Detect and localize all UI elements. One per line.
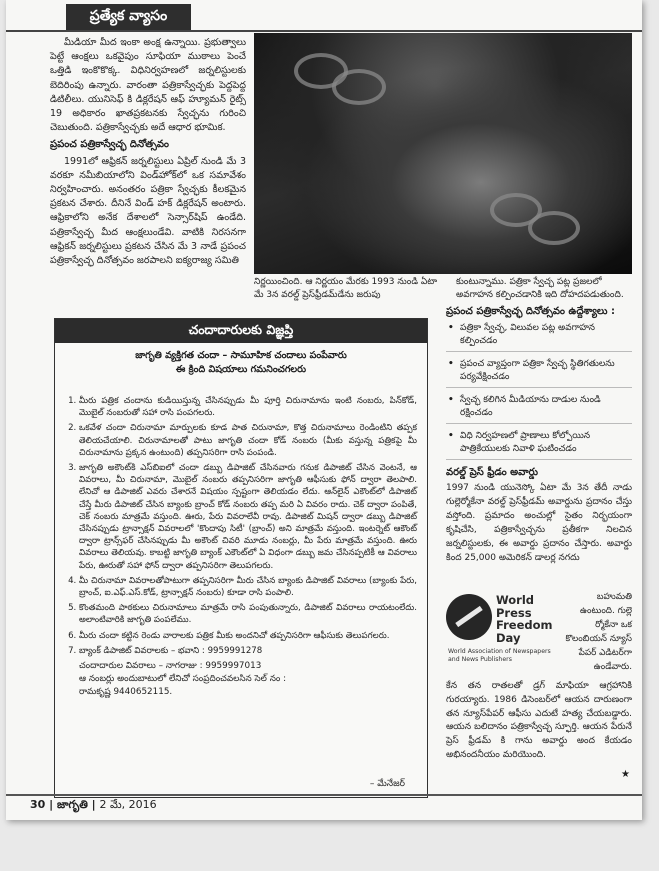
- notice-subtitle: [55, 349, 427, 377]
- header-rule: [6, 30, 642, 32]
- objectives-heading: ప్రపంచ పత్రికాస్వేచ్ఛ దినోత్సవం ఉద్దేశ్యాలు :: [446, 306, 615, 317]
- magazine-name: జాగృతి: [57, 798, 88, 811]
- notice-subtitle-line-1: జాగృతి వ్యక్తిగత చందా – సామూహిక చందాలు పంపేవారు: [135, 350, 347, 361]
- globe-pen-icon: [446, 594, 492, 640]
- notice-item: 4. మీ చిరునామా వివరాలతోపాటుగా తప్పనిసరిగా మీరు చేసిన బ్యాంకు డిపాజిట్ వివరాలు (బ్యాంకు పేరు, బ్రాంచ్, ఐ.ఎఫ్.ఎస్.కోడ్, ట్రాన్సాక్షన్ నంబరు) కూడా రాసి పంపాలి.: [79, 575, 417, 599]
- chained-hands-photo: [254, 33, 632, 274]
- footer-rule: [6, 794, 642, 796]
- left-paragraph-2: 1991లో ఆఫ్రికన్ జర్నలిస్టులు ఏప్రిల్ నుండి మే 3 వరకూ నమీబియాలోని విండ్‌హోక్‌లో ఒక సమావేశం నిర్వహించారు. అనంతరం పత్రికా స్వేచ్ఛకు కీలకమైన ప్రకటన చేశారు. దీనినే విండ్ హక్ డిక్లరేషన్ అంటారు. ఆఫ్రికాలోని అనేక దేశాలలో సెన్సార్‌షిప్ ఉండేది. పత్రికాస్వేచ్ఛ మీద ఆంక్షలుండేవి. వాటికి నిరసనగా ఆఫ్రికన్ జర్నలిస్టులు ప్రకటన చేసిన మే 3 నాడే ప్రపంచ పత్రికాస్వేచ్ఛ దినోత్సవం జరపాలని ఐక్యరాజ్య సమితి: [50, 155, 246, 267]
- page-footer: 30 | జాగృతి | 2 మే, 2016: [30, 798, 157, 811]
- right-column: [446, 276, 632, 565]
- award-paragraph: 1997 నుండి యునెస్కో ఏటా మే 3న తేదీ నాడు గుల్లెర్మోకేనా వరల్డ్ ప్రెస్‌ఫ్రీడమ్ అవార్డును ప్రదానం చేస్తు వస్తోంది. ప్రమాదం అంచుల్లో సైతం నిర్భయంగా కృషిచేసి, పత్రికాస్వేచ్ఛను ప్రతీకగా నిలచిన జర్నలిస్టులకు, ఈ అవార్డు ప్రదానం చేస్తారు. అవార్డు కింద 25,000 అమెరికన్ డాలర్ల నగదు: [446, 483, 632, 563]
- subscriber-notice-box: [54, 318, 428, 798]
- award-side-text: బహుమతి ఉంటుంది. గుల్లె ర్మోకేనా ఒక కొలంబియన్ న్యూస్ పేపర్ ఎడిటర్‌గా ఉండేవారు.: [565, 592, 632, 672]
- objective-item: • విధి నిర్వహణలో ప్రాణాలు కోల్పోయిన పాత్రికేయులకు నివాళి ఘటించడం: [446, 430, 632, 460]
- notice-item: 3. జాగృతి అకౌంట్‌కి ఎస్‌బిఐలో చందా డబ్బు డిపాజిట్ చేసినవారు గనుక డిపాజిట్ చేసిన వెంటనే, ఆ వివరాలు, మీ చిరునామా, మొబైల్ నంబరు తప్పనిసరిగా జాగృతి ఆఫీసుకు ఫోన్ ద్వారా తెలపాలి. లేనిచో ఆ డిపాజిట్ ఎవరు చేశారనే విషయం స్పష్టంగా తెలియడం లేదు. ఆన్‌లైన్ ఎకౌంట్‌లో డిపాజిట్ చేస్తే మీరు డిపాజిట్ చేసిన బ్యాంకు బ్రాంచ్ కోడ్ నంబరు తప్ప మరి ఏ వివరం రాదు. చెక్ ద్వారా పంపితే, చెక్ నంబరు మాత్రమే వస్తుంది. ఊరు, పేరు వివరాలేవీ రావు. డిపాజిట్ మిషన్ ద్వారా డబ్బు డిపాజిట్ చేసినప్పుడు ట్రాన్సాక్షన్ వివరాలలో 'కొందాపు సిటీ' (బ్రాంచ్) అని మాత్రమే వస్తుంది. ఇంటర్నెట్ ఆకౌంట్ ద్వారా ట్రాన్స్‌ఫర్ చేసినప్పుడు మీ అకౌంట్ చివరి మూడు నంబర్లు, మీ పేరు మాత్రమే వస్తుంది. ఊరు వివరాలు తెలియవు. కాబట్టి జాగృతి బ్యాంక్ ఎకౌంట్‌లో ఏ విధంగా డబ్బు జమ చేసినప్పటికీ ఆ వివరాలు పేరు, ఊరుతో సహా ఫోన్ ద్వారా తప్పనిసరిగా తెలుపగలరు.: [79, 462, 417, 572]
- left-column: [50, 36, 246, 270]
- chain-link: [528, 211, 580, 245]
- notice-list: [79, 395, 417, 657]
- objective-item: • స్వేచ్ఛ కలిగిన మీడియాను దాడుల నుండి రక్షించడం: [446, 394, 632, 424]
- notice-item: 7. బ్యాంక్ డిపాజిట్ వివరాలకు – భవాని : 9959991278: [79, 645, 417, 657]
- objective-item: • ప్రపంచ వ్యాప్తంగా పత్రికా స్వేచ్ఛ స్థితిగతులను పర్యవేక్షించడం: [446, 358, 632, 388]
- notice-title: చందాదారులకు విజ్ఞప్తి: [55, 319, 427, 343]
- magazine-page: [6, 0, 642, 820]
- notice-sms-line: ఆ నంబర్లు అందుబాటులో లేనిచో సంప్రదించవలసిన సెల్ నం :: [79, 674, 287, 685]
- wpfd-logo-text: World Press Freedom Day: [496, 593, 553, 645]
- wpfd-logo-subtext: World Association of Newspapers and News Publishers: [448, 648, 551, 663]
- notice-address-line: చందాదారుల వివరాలు – నాగరాజు : 9959997013: [79, 661, 262, 672]
- notice-subtitle-line-2: ఈ క్రింది విషయాలు గమనించగలరు: [175, 364, 307, 375]
- issue-date: 2 మే, 2016: [99, 798, 157, 811]
- notice-item: 1. మీరు పత్రిక చందాను కుడియిస్తున్న చేసినప్పుడు మీ పూర్తి చిరునామాను ఇంటి నంబరు, పిన్‌కోడ్, మొబైల్ నంబరుతో సహా రాసి పంపగలరు.: [79, 395, 417, 419]
- objectives-list: [446, 322, 632, 460]
- award-heading: వరల్డ్ ప్రెస్ ఫ్రీడం అవార్డు: [446, 467, 539, 478]
- end-star-icon: ★: [621, 769, 630, 780]
- chain-link: [332, 69, 386, 105]
- left-heading: ప్రపంచ పత్రికాస్వేచ్ఛ దినోత్సవం: [50, 139, 170, 151]
- left-paragraph-1: మీడియా మీద ఇంకా అంక్ష ఉన్నాయి. ప్రభుత్వాలు పెట్టే ఆంక్షలు ఒకవైపుం సూఫియా ముఠాలు పెంచే ఒత్తిడి ఇంకొకొక్క. విధినిర్వహణలో జర్నలిస్టులకు బెదిరింపు ఉన్నారు. వారంతా పత్రికాస్వేచ్ఛకు పెద్దపెద్ద డిటిలీలు. యునిసెఫ్ కి డిక్లరేషన్ ఆఫ్ హ్యూమన్ రైట్స్ 19 అధికారం ఖాతప్రకటనకు స్వేచ్ఛను గురించి చెబుతుంది. పత్రికాస్వేచ్ఛకు అదే ఆధార భూమిక.: [50, 37, 246, 134]
- notice-contact-line: రామకృష్ణ 9440652115.: [79, 687, 173, 698]
- award-paragraph-2: కేన తన రాతలతో డ్రగ్ మాఫియా ఆగ్రహానికి గురయ్యారు. 1986 డిసెంబర్‌లో ఆయన దారుణంగా తన న్యూస్‌పేపర్ ఆఫీసు ఎదుటే హత్య చేయబడ్డారు. ఆయన బలిదానం పత్రికాస్వేచ్ఛ స్ఫూర్తి. ఆయన పేరునే ప్రెస్ ఫ్రీడమ్ కి గాను అవార్డు అంద కేయడం అభినందనీయం మరియొంది.: [446, 681, 632, 760]
- page-number: 30: [30, 798, 46, 811]
- wpfd-logo-block: [446, 590, 558, 674]
- photo-caption: నిర్ణయించింది. ఆ నిర్ణయం మేరకు 1993 నుండి ఏటా మే 3న వరల్డ్ ప్రెస్‌ఫ్రీడమ్‌డేను జరుపు: [254, 277, 438, 300]
- notice-item: 6. మీరు చందా కట్టిన రెండు వారాలకు పత్రిక మీకు అందనిచో తప్పనిసరిగా ఆఫీసుకు తెలుపగలరు.: [79, 630, 417, 642]
- right-paragraph-1: కుంటున్నాము. పత్రికా స్వేచ్ఛ పట్ల ప్రజలలో అవగాహన కల్పించడానికి ఇది దోహదపడుతుంది.: [456, 277, 624, 300]
- objective-item: • పత్రికా స్వేచ్ఛ, విలువల పట్ల అవగాహన కల్పించడం: [446, 322, 632, 352]
- notice-item: 5. కొంతమంది పాఠకులు చిరునామాలు మాత్రమే రాసి పంపుతున్నారు, డిపాజిట్ వివరాలు రాయటంలేదు. అలాంటివారికి జాగృతి పంపలేము.: [79, 602, 417, 626]
- section-title: ప్రత్యేక వ్యాసం: [66, 4, 191, 30]
- notice-signature: – మేనేజర్: [369, 779, 405, 789]
- notice-item: 2. ఒకవేళ చందా చిరునామా మార్పులకు కూడ పాత చిరునామా, కొత్త చిరునామాలు రెండింటిని తప్పక తెలియచేయాలి. చిరునామాలతో పాటు జాగృతి చందా కోడ్ నంబరు (మీకు వస్తున్న పత్రికపై మీ చిరునామాను ప్రక్కన ఉంటుంది) తప్పనిసరిగా రాసి పంపండి.: [79, 422, 417, 459]
